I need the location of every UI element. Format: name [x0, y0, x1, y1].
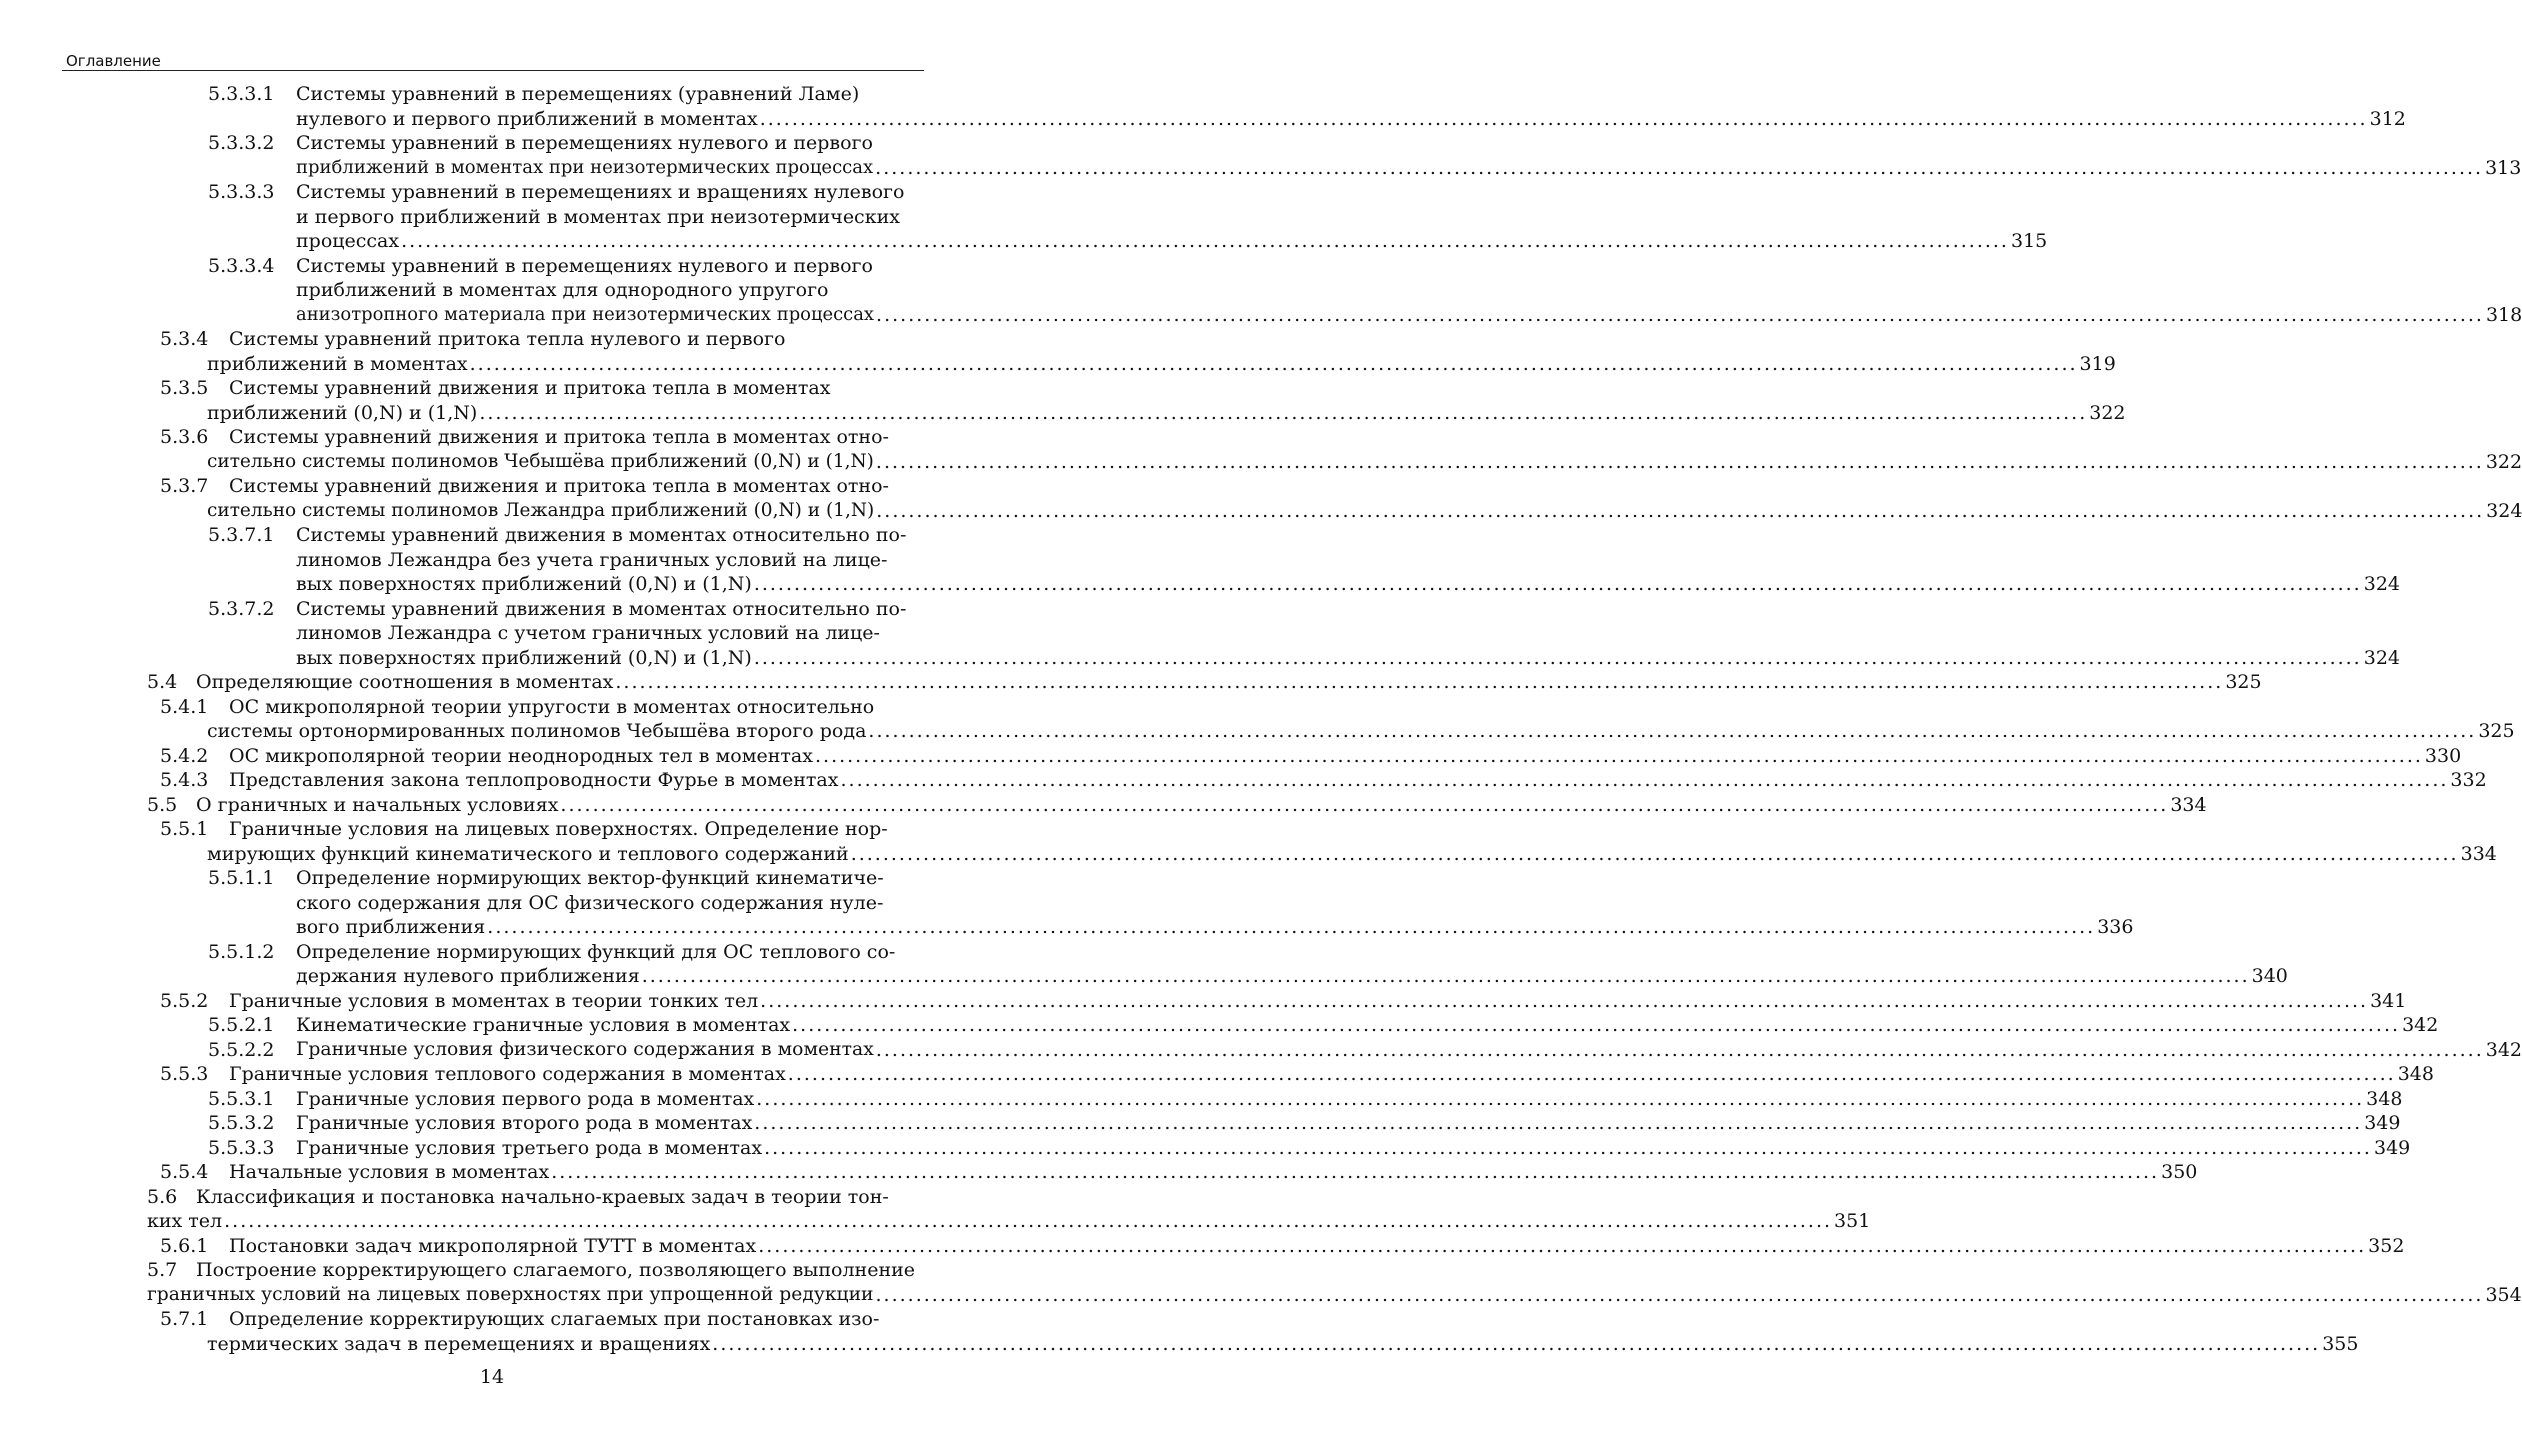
toc-entry-title-line: Классификация и постановка начально-краевых задач в теории тон-: [196, 1185, 889, 1208]
toc-entry-number: 5.5.1.1: [208, 867, 275, 889]
toc-entry[interactable]: [0, 376, 2126, 425]
toc-entry-title-line: Определение нормирующих функций для ОС теплового со-: [296, 940, 896, 963]
toc-entry-page: 336: [2097, 916, 2134, 938]
toc-entry-title-line: вых поверхностях приближений (0,N) и (1,N): [296, 646, 752, 669]
toc-entry-page: 350: [2161, 1161, 2198, 1183]
toc-entry-title-line: Представления закона теплопроводности Фурье в моментах: [229, 769, 839, 791]
toc-entry[interactable]: [0, 327, 2116, 376]
toc-entry-number: 5.5.2.2: [208, 1038, 275, 1061]
toc-entry[interactable]: [0, 1185, 1871, 1234]
toc-entry-number: 5.3.3.1: [208, 83, 275, 105]
toc-entry-number: 5.5.3.1: [208, 1087, 275, 1110]
dot-leader: ........................................................................................................................................................................................................: [615, 671, 2224, 693]
toc-entry-page: 334: [2460, 842, 2497, 865]
toc-entry[interactable]: [0, 1307, 2359, 1356]
toc-entry[interactable]: [0, 670, 2262, 695]
dot-leader: ........................................................................................................................................................................................................: [850, 842, 2459, 865]
toc-entry-number: 5.5: [147, 793, 178, 816]
toc-entry-number: 5.5.2.1: [208, 1014, 275, 1036]
toc-entry-title-line: Системы уравнений движения в моментах относительно по-: [296, 524, 907, 546]
toc-entry-number: 5.3.3.2: [208, 132, 275, 154]
toc-entry-number: 5.5.1: [160, 818, 209, 840]
toc-entry[interactable]: [0, 744, 2462, 769]
toc-entry-page: 348: [2366, 1087, 2403, 1110]
toc-entry-title-line: вого приближения: [296, 916, 486, 938]
toc-entry-page: 325: [2478, 720, 2515, 742]
toc-entry-title-line: ОС микрополярной теории упругости в моментах относительно: [229, 695, 875, 718]
toc-entry-title-line: Системы уравнений в перемещениях и вращениях нулевого: [296, 181, 905, 203]
toc-entry-title-line: ких тел: [147, 1210, 223, 1232]
toc-entry-number: 5.5.3.2: [208, 1112, 275, 1134]
toc-entry-page: 325: [2225, 671, 2262, 693]
dot-leader: ........................................................................................................................................................................................................: [875, 450, 2484, 473]
toc-entry-number: 5.3.4: [160, 328, 209, 350]
toc-entry[interactable]: [0, 180, 2048, 254]
toc-entry-title-line: Начальные условия в моментах: [229, 1161, 550, 1183]
toc-entry-title-line: сительно системы полиномов Лежандра приближений (0,N) и (1,N): [207, 499, 875, 521]
toc-entry-page: 352: [2368, 1234, 2405, 1257]
toc-entry-title-line: держания нулевого приближения: [296, 965, 640, 987]
toc-entry-title-line: Граничные условия на лицевых поверхностях. Определение нор-: [229, 818, 888, 840]
toc-entry[interactable]: [0, 1234, 2405, 1259]
toc-entry[interactable]: [0, 695, 2515, 744]
toc-entry-title-line: Определение корректирующих слагаемых при постановках изо-: [229, 1308, 880, 1330]
toc-entry-number: 5.4.1: [160, 695, 209, 718]
dot-leader: ........................................................................................................................................................................................................: [840, 769, 2449, 791]
toc-entry-title-line: системы ортонормированных полиномов Чебышёва второго рода: [207, 720, 867, 742]
toc-entry-page: 312: [2369, 107, 2406, 130]
dot-leader: ........................................................................................................................................................................................................: [756, 1087, 2365, 1110]
toc-entry-number: 5.7: [147, 1259, 178, 1281]
toc-entry-page: 322: [2089, 401, 2126, 424]
toc-entry-title-line: анизотропного материала при неизотермических процессах: [296, 303, 875, 325]
dot-leader: ........................................................................................................................................................................................................: [754, 1112, 2363, 1134]
toc-entry-number: 5.3.5: [160, 377, 209, 399]
dot-leader: ........................................................................................................................................................................................................: [760, 989, 2369, 1012]
dot-leader: ........................................................................................................................................................................................................: [759, 107, 2368, 130]
toc-entry-page: 355: [2322, 1332, 2359, 1355]
toc-entry-title-line: линомов Лежандра с учетом граничных условий на лице-: [296, 622, 880, 644]
toc-entry-page: 315: [2010, 230, 2048, 252]
dot-leader: ........................................................................................................................................................................................................: [753, 646, 2362, 669]
toc-entry-page: 313: [2485, 156, 2522, 179]
dot-leader: ........................................................................................................................................................................................................: [876, 499, 2485, 522]
dot-leader: ........................................................................................................................................................................................................: [814, 744, 2423, 767]
toc-entry[interactable]: [0, 425, 2522, 474]
toc-entry[interactable]: [0, 866, 2134, 940]
toc-entry[interactable]: [0, 82, 2406, 131]
toc-entry-page: 318: [2485, 303, 2522, 326]
toc-entry-page: 340: [2251, 965, 2288, 987]
toc-entry[interactable]: [0, 817, 2497, 866]
toc-entry-title-line: ОС микрополярной теории неоднородных тел в моментах: [229, 744, 813, 767]
dot-leader: ........................................................................................................................................................................................................: [787, 1063, 2396, 1085]
toc-entry[interactable]: [0, 768, 2487, 793]
toc-entry-title-line: термических задач в перемещениях и вращениях: [207, 1332, 711, 1355]
toc-entry-page: 349: [2364, 1112, 2401, 1134]
dot-leader: ........................................................................................................................................................................................................: [758, 1234, 2367, 1257]
toc-entry-page: 341: [2370, 989, 2407, 1012]
toc-entry-title-line: Кинематические граничные условия в моментах: [296, 1014, 791, 1036]
toc-entry-title-line: нулевого и первого приближений в моментах: [296, 107, 758, 130]
toc-entry-page: 330: [2424, 744, 2462, 767]
dot-leader: ........................................................................................................................................................................................................: [753, 573, 2362, 595]
toc-entry-number: 5.3.6: [160, 426, 209, 448]
toc-entry-page: 354: [2485, 1283, 2522, 1306]
toc-entry-page: 334: [2170, 793, 2207, 816]
toc-entry-title-line: Системы уравнений в перемещениях нулевого и первого: [296, 132, 873, 154]
toc-entry-title-line: Системы уравнений движения и притока тепла в моментах: [229, 377, 831, 399]
toc-entry-number: 5.7.1: [160, 1308, 209, 1330]
toc-entry-number: 5.6: [147, 1185, 178, 1208]
dot-leader: ........................................................................................................................................................................................................: [479, 401, 2088, 424]
toc-entry-page: 324: [2363, 646, 2400, 669]
toc-entry[interactable]: [0, 254, 2522, 328]
toc-entry-number: 5.5.3.3: [208, 1136, 275, 1159]
toc-entry-title-line: процессах: [296, 230, 400, 252]
dot-leader: ........................................................................................................................................................................................................: [224, 1210, 1833, 1232]
toc-entry-title-line: Постановки задач микрополярной ТУТТ в моментах: [229, 1234, 757, 1257]
toc-entry-page: 319: [2079, 352, 2116, 375]
toc-entry[interactable]: [0, 989, 2407, 1014]
toc-entry-title-line: приближений в моментах: [207, 352, 468, 375]
toc-entry-title-line: и первого приближений в моментах при неизотермических: [296, 205, 900, 228]
toc-entry-page: 351: [1834, 1210, 1871, 1232]
toc-entry-title-line: ского содержания для ОС физического содержания нуле-: [296, 891, 884, 914]
running-header: Оглавление: [66, 52, 161, 70]
toc-entry-title-line: Граничные условия второго рода в моментах: [296, 1112, 753, 1134]
toc-entry-title-line: Системы уравнений движения в моментах относительно по-: [296, 597, 907, 620]
dot-leader: ........................................................................................................................................................................................................: [875, 1283, 2484, 1306]
toc-entry-title-line: вых поверхностях приближений (0,N) и (1,N): [296, 573, 752, 595]
toc-entry-page: 324: [2363, 573, 2400, 595]
toc-entry-title-line: Системы уравнений движения и притока тепла в моментах отно-: [229, 475, 889, 497]
toc-entry-title-line: Системы уравнений движения и притока тепла в моментах отно-: [229, 426, 889, 448]
toc-entry-title-line: Граничные условия третьего рода в моментах: [296, 1136, 763, 1159]
dot-leader: ........................................................................................................................................................................................................: [876, 303, 2484, 326]
dot-leader: ........................................................................................................................................................................................................: [875, 1038, 2484, 1061]
toc-entry-title-line: Граничные условия в моментах в теории тонких тел: [229, 989, 759, 1012]
toc-entry-title-line: Граничные условия теплового содержания в моментах: [229, 1063, 786, 1085]
toc-entry-number: 5.5.1.2: [208, 940, 275, 963]
toc-entry-title-line: линомов Лежандра без учета граничных условий на лице-: [296, 548, 888, 571]
toc-entry[interactable]: [0, 523, 2400, 597]
toc-entry-title-line: Граничные условия первого рода в моментах: [296, 1087, 755, 1110]
toc-entry-page: 342: [2402, 1014, 2439, 1036]
toc-entry-title-line: приближений в моментах для однородного упругого: [296, 279, 829, 301]
toc-entry[interactable]: [0, 1258, 2522, 1307]
page-number: 14: [479, 1366, 505, 1388]
toc-entry[interactable]: [0, 1013, 2439, 1038]
toc-entry-number: 5.3.3.4: [208, 254, 275, 277]
toc-entry-title-line: Системы уравнений в перемещениях нулевого и первого: [296, 254, 873, 277]
toc-entry-title-line: Построение корректирующего слагаемого, позволяющего выполнение: [196, 1259, 916, 1281]
toc-entry-title-line: Определение нормирующих вектор-функций кинематиче-: [296, 867, 884, 889]
toc-entry[interactable]: [0, 1160, 2198, 1185]
toc-entry-title-line: Системы уравнений притока тепла нулевого и первого: [229, 328, 786, 350]
toc-entry[interactable]: [0, 940, 2288, 989]
toc-entry-title-line: Граничные условия физического содержания в моментах: [296, 1038, 874, 1060]
toc-entry-page: 322: [2485, 450, 2522, 473]
toc-entry[interactable]: [0, 1136, 2411, 1161]
toc-entry-number: 5.5.3: [160, 1063, 209, 1085]
dot-leader: ........................................................................................................................................................................................................: [792, 1014, 2401, 1036]
toc-entry-number: 5.6.1: [160, 1234, 209, 1257]
dot-leader: ........................................................................................................................................................................................................: [875, 156, 2484, 179]
toc-entry-title-line: приближений в моментах при неизотермических процессах: [296, 156, 874, 178]
toc-entry-page: 342: [2485, 1038, 2522, 1061]
toc-entry-number: 5.5.2: [160, 989, 209, 1012]
toc-entry-title-line: граничных условий на лицевых поверхностях при упрощенной редукции: [147, 1283, 874, 1305]
toc-entry-number: 5.3.7.2: [208, 597, 275, 620]
dot-leader: ........................................................................................................................................................................................................: [560, 793, 2169, 816]
toc-entry-title-line: приближений (0,N) и (1,N): [207, 401, 478, 424]
dot-leader: ........................................................................................................................................................................................................: [401, 230, 2009, 252]
toc-entry-number: 5.4.3: [160, 769, 209, 791]
toc-entry-page: 349: [2373, 1136, 2411, 1159]
toc-entry-number: 5.5.4: [160, 1161, 209, 1183]
toc-entry[interactable]: [0, 1062, 2434, 1087]
toc-entry-title-line: О граничных и начальных условиях: [196, 793, 559, 816]
toc-entry[interactable]: [0, 793, 2207, 818]
dot-leader: ........................................................................................................................................................................................................: [487, 916, 2096, 938]
toc-entry[interactable]: [0, 597, 2400, 671]
header-rule: [62, 70, 924, 71]
toc-entry[interactable]: [0, 1111, 2401, 1136]
toc-entry-number: 5.4: [147, 671, 178, 693]
toc-entry[interactable]: [0, 1087, 2403, 1112]
dot-leader: ........................................................................................................................................................................................................: [712, 1332, 2321, 1355]
toc-entry-page: 324: [2486, 499, 2522, 522]
toc-entry[interactable]: [0, 474, 2522, 523]
toc-entry-title-line: сительно системы полиномов Чебышёва приближений (0,N) и (1,N): [207, 450, 874, 472]
toc-entry-page: 332: [2450, 769, 2487, 791]
toc-entry[interactable]: [0, 131, 2522, 180]
toc-entry-title-line: Определяющие соотношения в моментах: [196, 671, 614, 693]
toc-entry-number: 5.3.7.1: [208, 524, 275, 546]
toc-entry-page: 348: [2397, 1063, 2434, 1085]
toc-entry-number: 5.3.7: [160, 475, 209, 497]
toc-entry[interactable]: [0, 1038, 2522, 1063]
dot-leader: ........................................................................................................................................................................................................: [641, 965, 2250, 987]
toc-entry-title-line: Системы уравнений в перемещениях (уравнений Ламе): [296, 83, 860, 105]
toc-entry-title-line: мирующих функций кинематического и теплового содержаний: [207, 842, 849, 865]
dot-leader: ........................................................................................................................................................................................................: [764, 1136, 2372, 1159]
dot-leader: ........................................................................................................................................................................................................: [551, 1161, 2160, 1183]
dot-leader: ........................................................................................................................................................................................................: [868, 720, 2477, 742]
toc-entry-number: 5.3.3.3: [208, 181, 275, 203]
toc-entry-number: 5.4.2: [160, 744, 209, 767]
dot-leader: ........................................................................................................................................................................................................: [469, 352, 2078, 375]
